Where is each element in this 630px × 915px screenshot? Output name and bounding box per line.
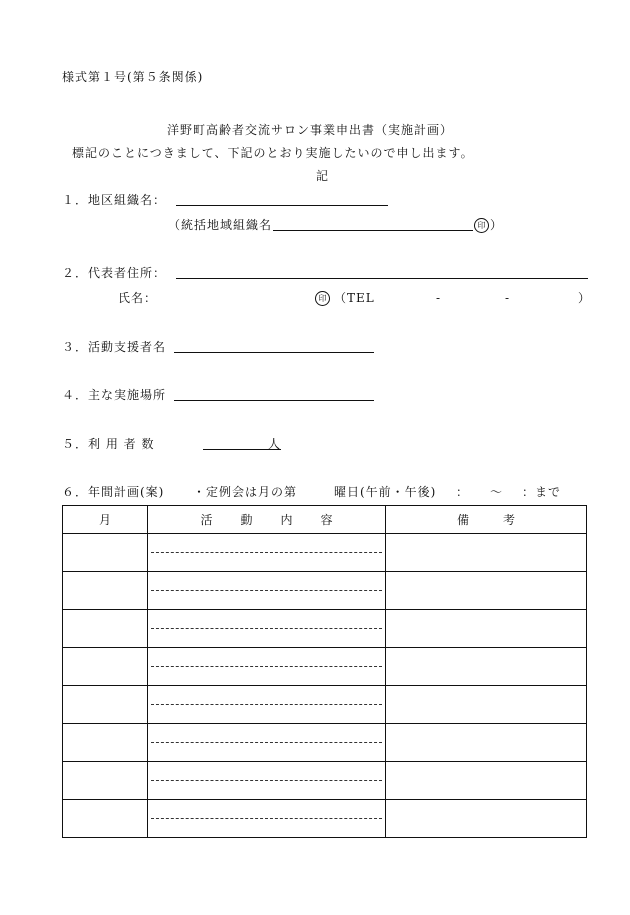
remarks-cell[interactable] bbox=[386, 762, 587, 800]
table-header-row bbox=[63, 506, 587, 534]
month-cell[interactable] bbox=[63, 572, 148, 610]
activity-cell[interactable] bbox=[148, 762, 386, 800]
main-venue-field[interactable] bbox=[174, 400, 374, 401]
tel-label: （TEL bbox=[334, 291, 375, 305]
item6-label: ６．年間計画(案) bbox=[62, 485, 165, 499]
table-row bbox=[63, 724, 587, 762]
annual-plan-table bbox=[62, 505, 587, 838]
activity-cell[interactable] bbox=[148, 648, 386, 686]
activity-supporter-field[interactable] bbox=[174, 352, 374, 353]
item4-label: ４．主な実施場所 bbox=[62, 388, 167, 402]
activity-cell[interactable] bbox=[148, 800, 386, 838]
activity-cell[interactable] bbox=[148, 724, 386, 762]
month-cell[interactable] bbox=[63, 686, 148, 724]
table-row bbox=[63, 762, 587, 800]
table-row bbox=[63, 648, 587, 686]
month-cell[interactable] bbox=[63, 610, 148, 648]
dashed-divider bbox=[151, 742, 382, 743]
month-cell[interactable] bbox=[63, 534, 148, 572]
time-tilde: ～ bbox=[490, 485, 504, 499]
item1-label: １．地区組織名： bbox=[62, 193, 167, 207]
item2-label: ２．代表者住所： bbox=[62, 266, 167, 280]
remarks-cell[interactable] bbox=[386, 572, 587, 610]
remarks-cell[interactable] bbox=[386, 800, 587, 838]
tel-close: ） bbox=[578, 291, 592, 305]
umbrella-org-close: ） bbox=[490, 218, 504, 232]
user-count-unit: 人 bbox=[268, 437, 282, 451]
month-cell[interactable] bbox=[63, 800, 148, 838]
dashed-divider bbox=[151, 552, 382, 553]
dashed-divider bbox=[151, 818, 382, 819]
time-colon: ： bbox=[456, 485, 470, 499]
umbrella-org-name-field[interactable] bbox=[273, 230, 473, 231]
seal-stamp-icon: 印 bbox=[315, 291, 330, 306]
dashed-divider bbox=[151, 628, 382, 629]
weekday-label: 曜日(午前・午後) bbox=[334, 485, 437, 499]
table-row bbox=[63, 610, 587, 648]
dashed-divider bbox=[151, 666, 382, 667]
dashed-divider bbox=[151, 780, 382, 781]
header-remarks: 備考 bbox=[386, 506, 587, 534]
remarks-cell[interactable] bbox=[386, 648, 587, 686]
ki-heading: 記 bbox=[316, 169, 330, 183]
activity-cell[interactable] bbox=[148, 572, 386, 610]
remarks-cell[interactable] bbox=[386, 610, 587, 648]
table-row bbox=[63, 800, 587, 838]
form-number: 様式第１号(第５条関係) bbox=[62, 70, 204, 84]
regular-meeting-label: ・定例会は月の第 bbox=[193, 485, 298, 499]
remarks-cell[interactable] bbox=[386, 686, 587, 724]
item5-label: ５．利 用 者 数 bbox=[62, 437, 155, 451]
table-row bbox=[63, 534, 587, 572]
umbrella-org-label: （統括地域組織名 bbox=[168, 218, 273, 232]
seal-stamp-icon: 印 bbox=[474, 218, 489, 233]
activity-cell[interactable] bbox=[148, 686, 386, 724]
remarks-cell[interactable] bbox=[386, 534, 587, 572]
tel-dash-1: - bbox=[436, 291, 442, 305]
dashed-divider bbox=[151, 590, 382, 591]
dashed-divider bbox=[151, 704, 382, 705]
month-cell[interactable] bbox=[63, 724, 148, 762]
intro-text: 標記のことにつきまして、下記のとおり実施したいので申し出ます。 bbox=[72, 146, 474, 160]
form-title: 洋野町高齢者交流サロン事業申出書（実施計画） bbox=[167, 123, 454, 137]
month-cell[interactable] bbox=[63, 648, 148, 686]
district-org-name-field[interactable] bbox=[176, 205, 388, 206]
table-row bbox=[63, 686, 587, 724]
remarks-cell[interactable] bbox=[386, 724, 587, 762]
activity-cell[interactable] bbox=[148, 610, 386, 648]
representative-address-field[interactable] bbox=[176, 278, 588, 279]
item3-label: ３．活動支援者名 bbox=[62, 340, 167, 354]
time-until: ：まで bbox=[522, 485, 562, 499]
tel-dash-2: - bbox=[505, 291, 511, 305]
header-month: 月 bbox=[63, 506, 148, 534]
activity-cell[interactable] bbox=[148, 534, 386, 572]
name-label: 氏名： bbox=[118, 291, 158, 305]
month-cell[interactable] bbox=[63, 762, 148, 800]
header-activity: 活動内容 bbox=[148, 506, 386, 534]
table-row bbox=[63, 572, 587, 610]
